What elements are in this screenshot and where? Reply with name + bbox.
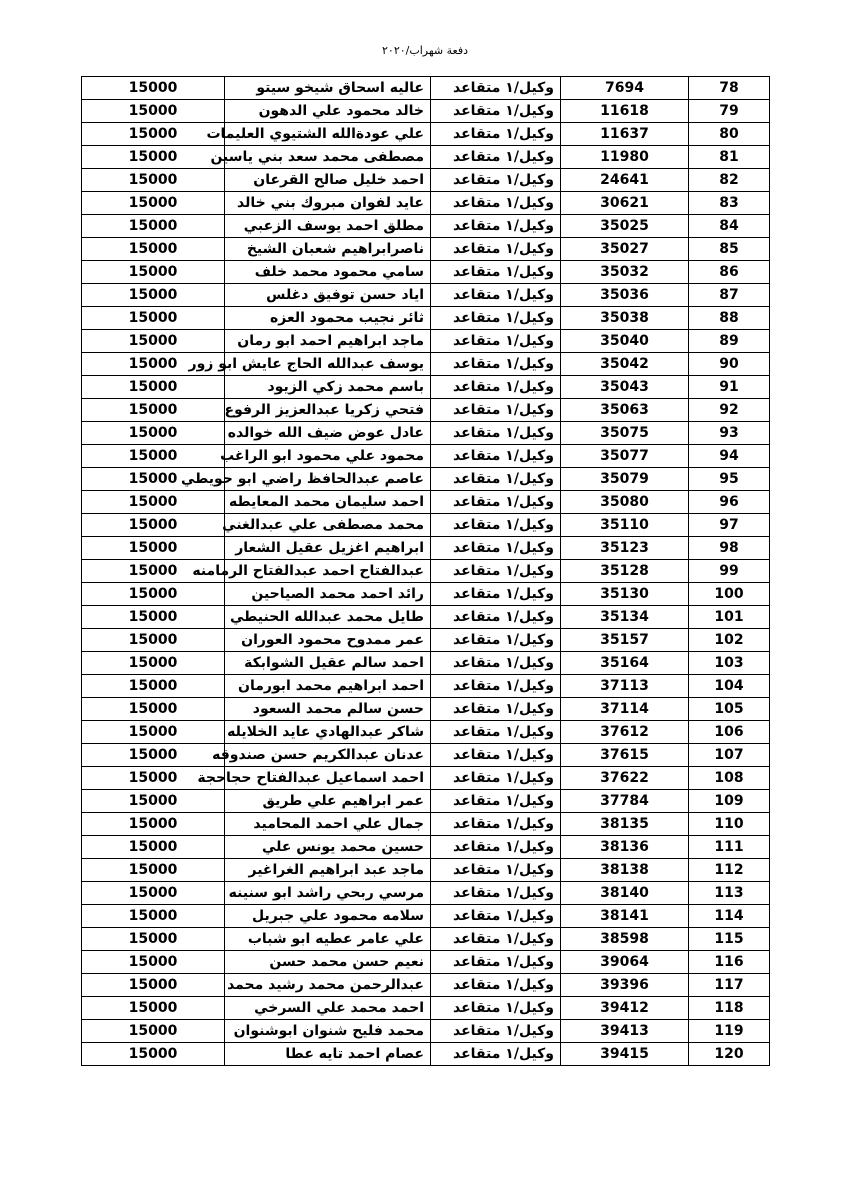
service-number-cell: 35040: [561, 330, 689, 353]
sequence-cell: 119: [689, 1020, 770, 1043]
rank-cell: وكيل/١ متقاعد: [431, 951, 561, 974]
table-row: [82, 813, 770, 836]
roster-table-body: [82, 77, 770, 1066]
service-number-cell: 24641: [561, 169, 689, 192]
sequence-cell: 105: [689, 698, 770, 721]
rank-cell: وكيل/١ متقاعد: [431, 790, 561, 813]
amount-cell: 15000: [82, 721, 225, 744]
amount-cell: 15000: [82, 192, 225, 215]
sequence-cell: 79: [689, 100, 770, 123]
amount-cell: 15000: [82, 606, 225, 629]
name-cell: ماجد ابراهيم احمد ابو رمان: [225, 330, 431, 353]
sequence-cell: 78: [689, 77, 770, 100]
table-row: [82, 376, 770, 399]
service-number-cell: 37114: [561, 698, 689, 721]
name-cell: مطلق احمد يوسف الزعبي: [225, 215, 431, 238]
rank-cell: وكيل/١ متقاعد: [431, 997, 561, 1020]
service-number-cell: 35123: [561, 537, 689, 560]
table-row: [82, 284, 770, 307]
table-row: [82, 261, 770, 284]
sequence-cell: 96: [689, 491, 770, 514]
rank-cell: وكيل/١ متقاعد: [431, 238, 561, 261]
name-cell: فتحي زكريا عبدالعزيز الرفوع: [225, 399, 431, 422]
table-row: [82, 1020, 770, 1043]
service-number-cell: 39413: [561, 1020, 689, 1043]
amount-cell: 15000: [82, 928, 225, 951]
sequence-cell: 120: [689, 1043, 770, 1066]
sequence-cell: 102: [689, 629, 770, 652]
name-cell: اياد حسن توفيق دغلس: [225, 284, 431, 307]
service-number-cell: 39415: [561, 1043, 689, 1066]
sequence-cell: 110: [689, 813, 770, 836]
amount-cell: 15000: [82, 330, 225, 353]
amount-cell: 15000: [82, 951, 225, 974]
service-number-cell: 37612: [561, 721, 689, 744]
sequence-cell: 83: [689, 192, 770, 215]
sequence-cell: 101: [689, 606, 770, 629]
sequence-cell: 108: [689, 767, 770, 790]
rank-cell: وكيل/١ متقاعد: [431, 859, 561, 882]
sequence-cell: 81: [689, 146, 770, 169]
rank-cell: وكيل/١ متقاعد: [431, 353, 561, 376]
service-number-cell: 35042: [561, 353, 689, 376]
amount-cell: 15000: [82, 859, 225, 882]
table-row: [82, 422, 770, 445]
service-number-cell: 35164: [561, 652, 689, 675]
rank-cell: وكيل/١ متقاعد: [431, 330, 561, 353]
name-cell: عادل عوض ضيف الله خوالده: [225, 422, 431, 445]
table-row: [82, 721, 770, 744]
table-row: [82, 1043, 770, 1066]
rank-cell: وكيل/١ متقاعد: [431, 100, 561, 123]
sequence-cell: 117: [689, 974, 770, 997]
table-row: [82, 836, 770, 859]
name-cell: عايد لفوان مبروك بني خالد: [225, 192, 431, 215]
service-number-cell: 37113: [561, 675, 689, 698]
amount-cell: 15000: [82, 813, 225, 836]
rank-cell: وكيل/١ متقاعد: [431, 905, 561, 928]
amount-cell: 15000: [82, 399, 225, 422]
service-number-cell: 37784: [561, 790, 689, 813]
table-row: [82, 951, 770, 974]
amount-cell: 15000: [82, 1043, 225, 1066]
sequence-cell: 91: [689, 376, 770, 399]
rank-cell: وكيل/١ متقاعد: [431, 882, 561, 905]
service-number-cell: 39064: [561, 951, 689, 974]
rank-cell: وكيل/١ متقاعد: [431, 744, 561, 767]
rank-cell: وكيل/١ متقاعد: [431, 307, 561, 330]
rank-cell: وكيل/١ متقاعد: [431, 445, 561, 468]
service-number-cell: 35134: [561, 606, 689, 629]
roster-table: [81, 76, 770, 1066]
service-number-cell: 35027: [561, 238, 689, 261]
service-number-cell: 35075: [561, 422, 689, 445]
amount-cell: 15000: [82, 675, 225, 698]
rank-cell: وكيل/١ متقاعد: [431, 606, 561, 629]
sequence-cell: 99: [689, 560, 770, 583]
rank-cell: وكيل/١ متقاعد: [431, 767, 561, 790]
amount-cell: 15000: [82, 974, 225, 997]
name-cell: مصطفى محمد سعد بني ياسين: [225, 146, 431, 169]
sequence-cell: 90: [689, 353, 770, 376]
service-number-cell: 38136: [561, 836, 689, 859]
service-number-cell: 11637: [561, 123, 689, 146]
rank-cell: وكيل/١ متقاعد: [431, 399, 561, 422]
sequence-cell: 88: [689, 307, 770, 330]
table-row: [82, 882, 770, 905]
rank-cell: وكيل/١ متقاعد: [431, 813, 561, 836]
amount-cell: 15000: [82, 767, 225, 790]
table-row: [82, 77, 770, 100]
name-cell: عدنان عبدالكريم حسن صندوقه: [225, 744, 431, 767]
name-cell: علي عودةالله الشتيوي العليمات: [225, 123, 431, 146]
service-number-cell: 38135: [561, 813, 689, 836]
table-row: [82, 330, 770, 353]
sequence-cell: 114: [689, 905, 770, 928]
rank-cell: وكيل/١ متقاعد: [431, 192, 561, 215]
service-number-cell: 35128: [561, 560, 689, 583]
sequence-cell: 104: [689, 675, 770, 698]
rank-cell: وكيل/١ متقاعد: [431, 928, 561, 951]
page-title: دفعة شهراب/٢٠٢٠: [382, 44, 468, 57]
sequence-cell: 85: [689, 238, 770, 261]
sequence-cell: 107: [689, 744, 770, 767]
sequence-cell: 89: [689, 330, 770, 353]
service-number-cell: 37615: [561, 744, 689, 767]
table-row: [82, 790, 770, 813]
amount-cell: 15000: [82, 652, 225, 675]
rank-cell: وكيل/١ متقاعد: [431, 836, 561, 859]
sequence-cell: 116: [689, 951, 770, 974]
sequence-cell: 113: [689, 882, 770, 905]
name-cell: رائد احمد محمد الصياحين: [225, 583, 431, 606]
name-cell: احمد سالم عقيل الشوابكة: [225, 652, 431, 675]
amount-cell: 15000: [82, 123, 225, 146]
sequence-cell: 115: [689, 928, 770, 951]
service-number-cell: 37622: [561, 767, 689, 790]
name-cell: احمد خليل صالح القرعان: [225, 169, 431, 192]
table-row: [82, 744, 770, 767]
name-cell: احمد محمد علي السرخي: [225, 997, 431, 1020]
table-row: [82, 560, 770, 583]
name-cell: يوسف عبدالله الحاج عايش ابو زور: [225, 353, 431, 376]
name-cell: عبدالرحمن محمد رشيد محمد: [225, 974, 431, 997]
table-row: [82, 146, 770, 169]
sequence-cell: 93: [689, 422, 770, 445]
amount-cell: 15000: [82, 100, 225, 123]
service-number-cell: 35036: [561, 284, 689, 307]
sequence-cell: 94: [689, 445, 770, 468]
name-cell: حسين محمد يونس علي: [225, 836, 431, 859]
sequence-cell: 84: [689, 215, 770, 238]
table-row: [82, 215, 770, 238]
service-number-cell: 38141: [561, 905, 689, 928]
table-row: [82, 974, 770, 997]
amount-cell: 15000: [82, 583, 225, 606]
service-number-cell: 38140: [561, 882, 689, 905]
service-number-cell: 38138: [561, 859, 689, 882]
table-row: [82, 928, 770, 951]
name-cell: طايل محمد عبدالله الحنيطي: [225, 606, 431, 629]
table-row: [82, 514, 770, 537]
amount-cell: 15000: [82, 376, 225, 399]
service-number-cell: 11980: [561, 146, 689, 169]
name-cell: عبدالفتاح احمد عبدالفتاح الرمامنه: [225, 560, 431, 583]
name-cell: شاكر عبدالهادي عايد الخلايله: [225, 721, 431, 744]
rank-cell: وكيل/١ متقاعد: [431, 583, 561, 606]
name-cell: ناصرابراهيم شعبان الشيخ: [225, 238, 431, 261]
service-number-cell: 35079: [561, 468, 689, 491]
rank-cell: وكيل/١ متقاعد: [431, 169, 561, 192]
sequence-cell: 98: [689, 537, 770, 560]
service-number-cell: 35157: [561, 629, 689, 652]
name-cell: باسم محمد زكي الزيود: [225, 376, 431, 399]
sequence-cell: 95: [689, 468, 770, 491]
name-cell: جمال علي احمد المحاميد: [225, 813, 431, 836]
table-row: [82, 353, 770, 376]
table-row: [82, 675, 770, 698]
sequence-cell: 100: [689, 583, 770, 606]
table-row: [82, 652, 770, 675]
rank-cell: وكيل/١ متقاعد: [431, 261, 561, 284]
amount-cell: 15000: [82, 514, 225, 537]
table-row: [82, 100, 770, 123]
service-number-cell: 35043: [561, 376, 689, 399]
name-cell: عمر ابراهيم علي طريق: [225, 790, 431, 813]
amount-cell: 15000: [82, 744, 225, 767]
service-number-cell: 39412: [561, 997, 689, 1020]
table-row: [82, 859, 770, 882]
table-row: [82, 997, 770, 1020]
service-number-cell: 35110: [561, 514, 689, 537]
name-cell: احمد ابراهيم محمد ابورمان: [225, 675, 431, 698]
name-cell: محمد فليح شنوان ابوشنوان: [225, 1020, 431, 1043]
amount-cell: 15000: [82, 629, 225, 652]
amount-cell: 15000: [82, 698, 225, 721]
amount-cell: 15000: [82, 445, 225, 468]
name-cell: عصام احمد تايه عطا: [225, 1043, 431, 1066]
amount-cell: 15000: [82, 215, 225, 238]
rank-cell: وكيل/١ متقاعد: [431, 1020, 561, 1043]
table-row: [82, 399, 770, 422]
service-number-cell: 7694: [561, 77, 689, 100]
amount-cell: 15000: [82, 77, 225, 100]
name-cell: نعيم حسن محمد حسن: [225, 951, 431, 974]
name-cell: عاليه اسحاق شيخو سيتو: [225, 77, 431, 100]
service-number-cell: 35038: [561, 307, 689, 330]
rank-cell: وكيل/١ متقاعد: [431, 560, 561, 583]
amount-cell: 15000: [82, 284, 225, 307]
name-cell: عاصم عبدالحافظ راضي ابو حويطي: [225, 468, 431, 491]
name-cell: ماجد عبد ابراهيم الغراغير: [225, 859, 431, 882]
amount-cell: 15000: [82, 146, 225, 169]
service-number-cell: 30621: [561, 192, 689, 215]
service-number-cell: 35063: [561, 399, 689, 422]
service-number-cell: 35130: [561, 583, 689, 606]
amount-cell: 15000: [82, 261, 225, 284]
rank-cell: وكيل/١ متقاعد: [431, 376, 561, 399]
amount-cell: 15000: [82, 836, 225, 859]
name-cell: ابراهيم اغزيل عقيل الشعار: [225, 537, 431, 560]
table-row: [82, 698, 770, 721]
name-cell: مرسي ربحي راشد ابو سنينه: [225, 882, 431, 905]
table-row: [82, 445, 770, 468]
name-cell: ثائر نجيب محمود العزه: [225, 307, 431, 330]
amount-cell: 15000: [82, 882, 225, 905]
rank-cell: وكيل/١ متقاعد: [431, 514, 561, 537]
service-number-cell: 39396: [561, 974, 689, 997]
rank-cell: وكيل/١ متقاعد: [431, 491, 561, 514]
sequence-cell: 87: [689, 284, 770, 307]
name-cell: احمد اسماعيل عبدالفتاح حجاحجة: [225, 767, 431, 790]
table-row: [82, 583, 770, 606]
sequence-cell: 80: [689, 123, 770, 146]
table-row: [82, 238, 770, 261]
table-row: [82, 123, 770, 146]
amount-cell: 15000: [82, 353, 225, 376]
rank-cell: وكيل/١ متقاعد: [431, 123, 561, 146]
rank-cell: وكيل/١ متقاعد: [431, 974, 561, 997]
table-row: [82, 767, 770, 790]
name-cell: سلامه محمود علي جبريل: [225, 905, 431, 928]
service-number-cell: 11618: [561, 100, 689, 123]
rank-cell: وكيل/١ متقاعد: [431, 468, 561, 491]
table-row: [82, 307, 770, 330]
amount-cell: 15000: [82, 905, 225, 928]
amount-cell: 15000: [82, 560, 225, 583]
table-row: [82, 606, 770, 629]
amount-cell: 15000: [82, 491, 225, 514]
rank-cell: وكيل/١ متقاعد: [431, 698, 561, 721]
service-number-cell: 35032: [561, 261, 689, 284]
rank-cell: وكيل/١ متقاعد: [431, 284, 561, 307]
sequence-cell: 106: [689, 721, 770, 744]
amount-cell: 15000: [82, 997, 225, 1020]
sequence-cell: 111: [689, 836, 770, 859]
rank-cell: وكيل/١ متقاعد: [431, 537, 561, 560]
amount-cell: 15000: [82, 468, 225, 491]
rank-cell: وكيل/١ متقاعد: [431, 1043, 561, 1066]
sequence-cell: 118: [689, 997, 770, 1020]
rank-cell: وكيل/١ متقاعد: [431, 422, 561, 445]
table-row: [82, 629, 770, 652]
amount-cell: 15000: [82, 307, 225, 330]
name-cell: محمد مصطفى علي عبدالغني: [225, 514, 431, 537]
rank-cell: وكيل/١ متقاعد: [431, 721, 561, 744]
name-cell: علي عامر عطيه ابو شباب: [225, 928, 431, 951]
amount-cell: 15000: [82, 169, 225, 192]
sequence-cell: 112: [689, 859, 770, 882]
name-cell: حسن سالم محمد السعود: [225, 698, 431, 721]
name-cell: سامي محمود محمد خلف: [225, 261, 431, 284]
sequence-cell: 109: [689, 790, 770, 813]
rank-cell: وكيل/١ متقاعد: [431, 652, 561, 675]
sequence-cell: 103: [689, 652, 770, 675]
rank-cell: وكيل/١ متقاعد: [431, 215, 561, 238]
table-row: [82, 905, 770, 928]
name-cell: محمود علي محمود ابو الراغب: [225, 445, 431, 468]
sequence-cell: 82: [689, 169, 770, 192]
rank-cell: وكيل/١ متقاعد: [431, 77, 561, 100]
rank-cell: وكيل/١ متقاعد: [431, 629, 561, 652]
sequence-cell: 97: [689, 514, 770, 537]
service-number-cell: 35080: [561, 491, 689, 514]
amount-cell: 15000: [82, 422, 225, 445]
table-row: [82, 491, 770, 514]
name-cell: خالد محمود علي الدهون: [225, 100, 431, 123]
table-row: [82, 169, 770, 192]
service-number-cell: 38598: [561, 928, 689, 951]
service-number-cell: 35025: [561, 215, 689, 238]
amount-cell: 15000: [82, 537, 225, 560]
amount-cell: 15000: [82, 1020, 225, 1043]
rank-cell: وكيل/١ متقاعد: [431, 146, 561, 169]
table-row: [82, 192, 770, 215]
table-row: [82, 537, 770, 560]
name-cell: عمر ممدوح محمود العوران: [225, 629, 431, 652]
name-cell: احمد سليمان محمد المعايطه: [225, 491, 431, 514]
service-number-cell: 35077: [561, 445, 689, 468]
table-row: [82, 468, 770, 491]
sequence-cell: 92: [689, 399, 770, 422]
sequence-cell: 86: [689, 261, 770, 284]
amount-cell: 15000: [82, 238, 225, 261]
rank-cell: وكيل/١ متقاعد: [431, 675, 561, 698]
amount-cell: 15000: [82, 790, 225, 813]
